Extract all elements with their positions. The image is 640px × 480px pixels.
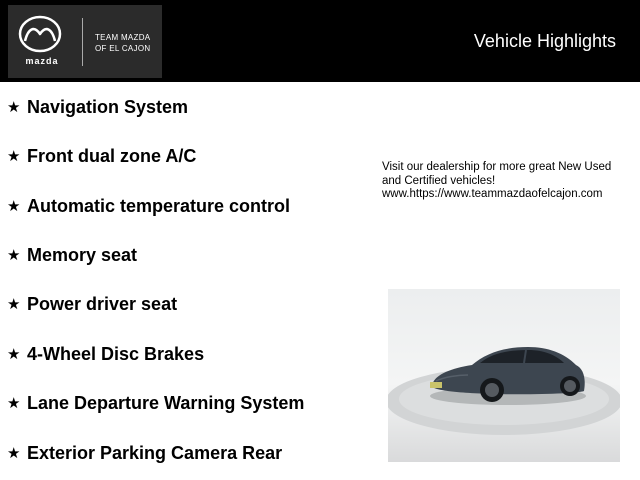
star-icon: ★ xyxy=(7,99,21,116)
star-icon: ★ xyxy=(7,148,21,165)
dealer-name-line1: TEAM MAZDA xyxy=(95,33,151,42)
vehicle-photo[interactable] xyxy=(388,289,620,462)
dealer-logo[interactable] xyxy=(8,5,162,78)
star-icon: ★ xyxy=(7,296,21,313)
dealer-name xyxy=(95,32,165,54)
feature-list xyxy=(0,82,370,480)
promo-line1: Visit our dealership for more great New Used xyxy=(382,161,612,173)
star-icon: ★ xyxy=(7,346,21,363)
feature-label: Memory seat xyxy=(27,244,138,265)
feature-label: Navigation System xyxy=(27,96,189,117)
list-item xyxy=(7,292,177,316)
feature-label: Lane Departure Warning System xyxy=(27,392,305,413)
promo-line2: and Certified vehicles! xyxy=(382,174,496,187)
star-icon: ★ xyxy=(7,445,21,462)
list-item xyxy=(7,144,196,168)
feature-label: Exterior Parking Camera Rear xyxy=(27,442,283,463)
feature-label: Front dual zone A/C xyxy=(27,145,197,166)
dealer-website-link[interactable]: www.https://www.teammazdaofelcajon.com xyxy=(382,188,603,200)
feature-label: Power driver seat xyxy=(27,293,178,314)
feature-label: Automatic temperature control xyxy=(27,195,291,216)
star-icon: ★ xyxy=(7,247,21,264)
header-bar xyxy=(0,0,640,82)
list-item xyxy=(7,194,290,218)
list-item xyxy=(7,342,204,366)
list-item xyxy=(7,95,188,119)
star-icon: ★ xyxy=(7,395,21,412)
list-item xyxy=(7,441,282,465)
page-title: Vehicle Highlights xyxy=(473,31,616,51)
mazda-emblem-icon xyxy=(18,14,62,54)
feature-label: 4-Wheel Disc Brakes xyxy=(27,343,205,364)
dealer-name-line2: OF EL CAJON xyxy=(95,44,151,53)
promo-text xyxy=(382,161,632,202)
logo-divider xyxy=(82,18,83,66)
star-icon: ★ xyxy=(7,198,21,215)
list-item xyxy=(7,243,137,267)
list-item xyxy=(7,391,304,415)
logo-wordmark: mazda xyxy=(25,56,59,66)
